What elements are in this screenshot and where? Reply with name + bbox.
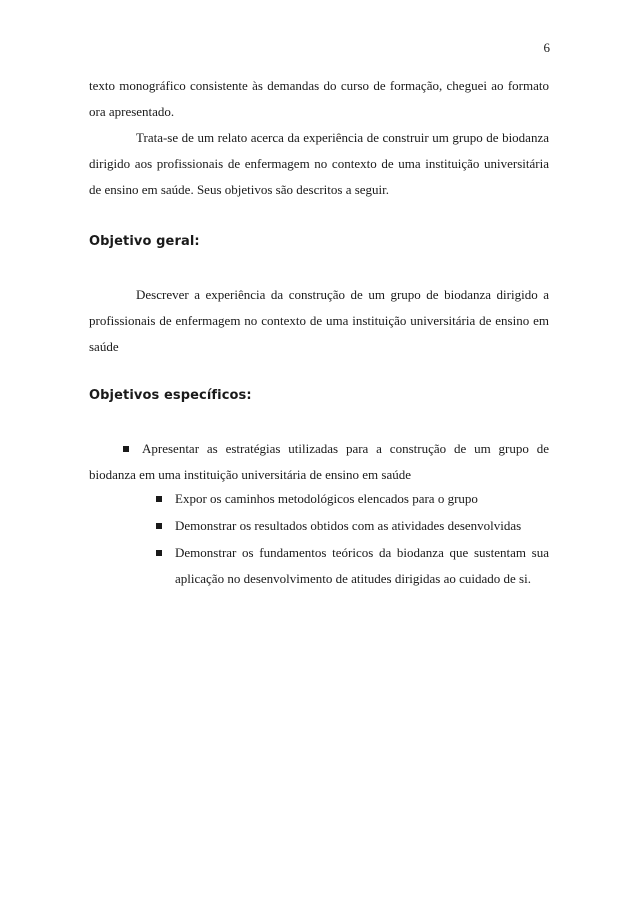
- objetivo-geral-paragraph: [89, 282, 549, 360]
- context-line-3: de ensino em saúde. Seus objetivos são descritos a seguir.: [89, 182, 390, 197]
- objetivo-item-1-line-1: Apresentar as estratégias utilizadas para a construção de um grupo de: [89, 436, 549, 462]
- intro-line-2: ora apresentado.: [89, 104, 175, 119]
- objetivo-geral-line-2: profissionais de enfermagem no contexto de uma instituição universitária de ensino em: [89, 313, 549, 328]
- page-number: 6: [543, 40, 550, 55]
- objetivos-especificos-heading: Objetivos específicos:: [89, 388, 252, 403]
- intro-paragraph: [89, 73, 549, 125]
- objetivo-item-1-line-2: biodanza em uma instituição universitária de ensino em saúde: [89, 467, 412, 482]
- context-line-1: Trata-se de um relato acerca da experiência de construir um grupo de biodanza: [136, 130, 549, 145]
- context-paragraph: [89, 125, 549, 203]
- context-line-2: dirigido aos profissionais de enfermagem no contexto de uma instituição universitária: [89, 156, 549, 171]
- bullet-square-icon: [156, 496, 162, 502]
- objetivo-item-1: [89, 436, 549, 488]
- objetivo-item-3: Demonstrar os resultados obtidos com as atividades desenvolvidas: [156, 513, 521, 539]
- objetivo-item-4-line-1: Demonstrar os fundamentos teóricos da biodanza que sustentam sua: [156, 540, 549, 566]
- objetivo-geral-line-1: Descrever a experiência da construção de um grupo de biodanza dirigido a: [136, 287, 549, 302]
- intro-line-1: texto monográfico consistente às demandas do curso de formação, cheguei ao formato: [89, 78, 549, 93]
- objetivo-item-2: Expor os caminhos metodológicos elencados para o grupo: [156, 486, 478, 512]
- bullet-square-icon: [123, 446, 129, 452]
- objetivo-item-4-line-2: aplicação no desenvolvimento de atitudes dirigidas ao cuidado de si.: [175, 571, 531, 586]
- bullet-square-icon: [156, 523, 162, 529]
- objetivo-item-4: [156, 540, 549, 592]
- objetivo-geral-heading: Objetivo geral:: [89, 234, 200, 249]
- objetivo-geral-line-3: saúde: [89, 339, 119, 354]
- bullet-square-icon: [156, 550, 162, 556]
